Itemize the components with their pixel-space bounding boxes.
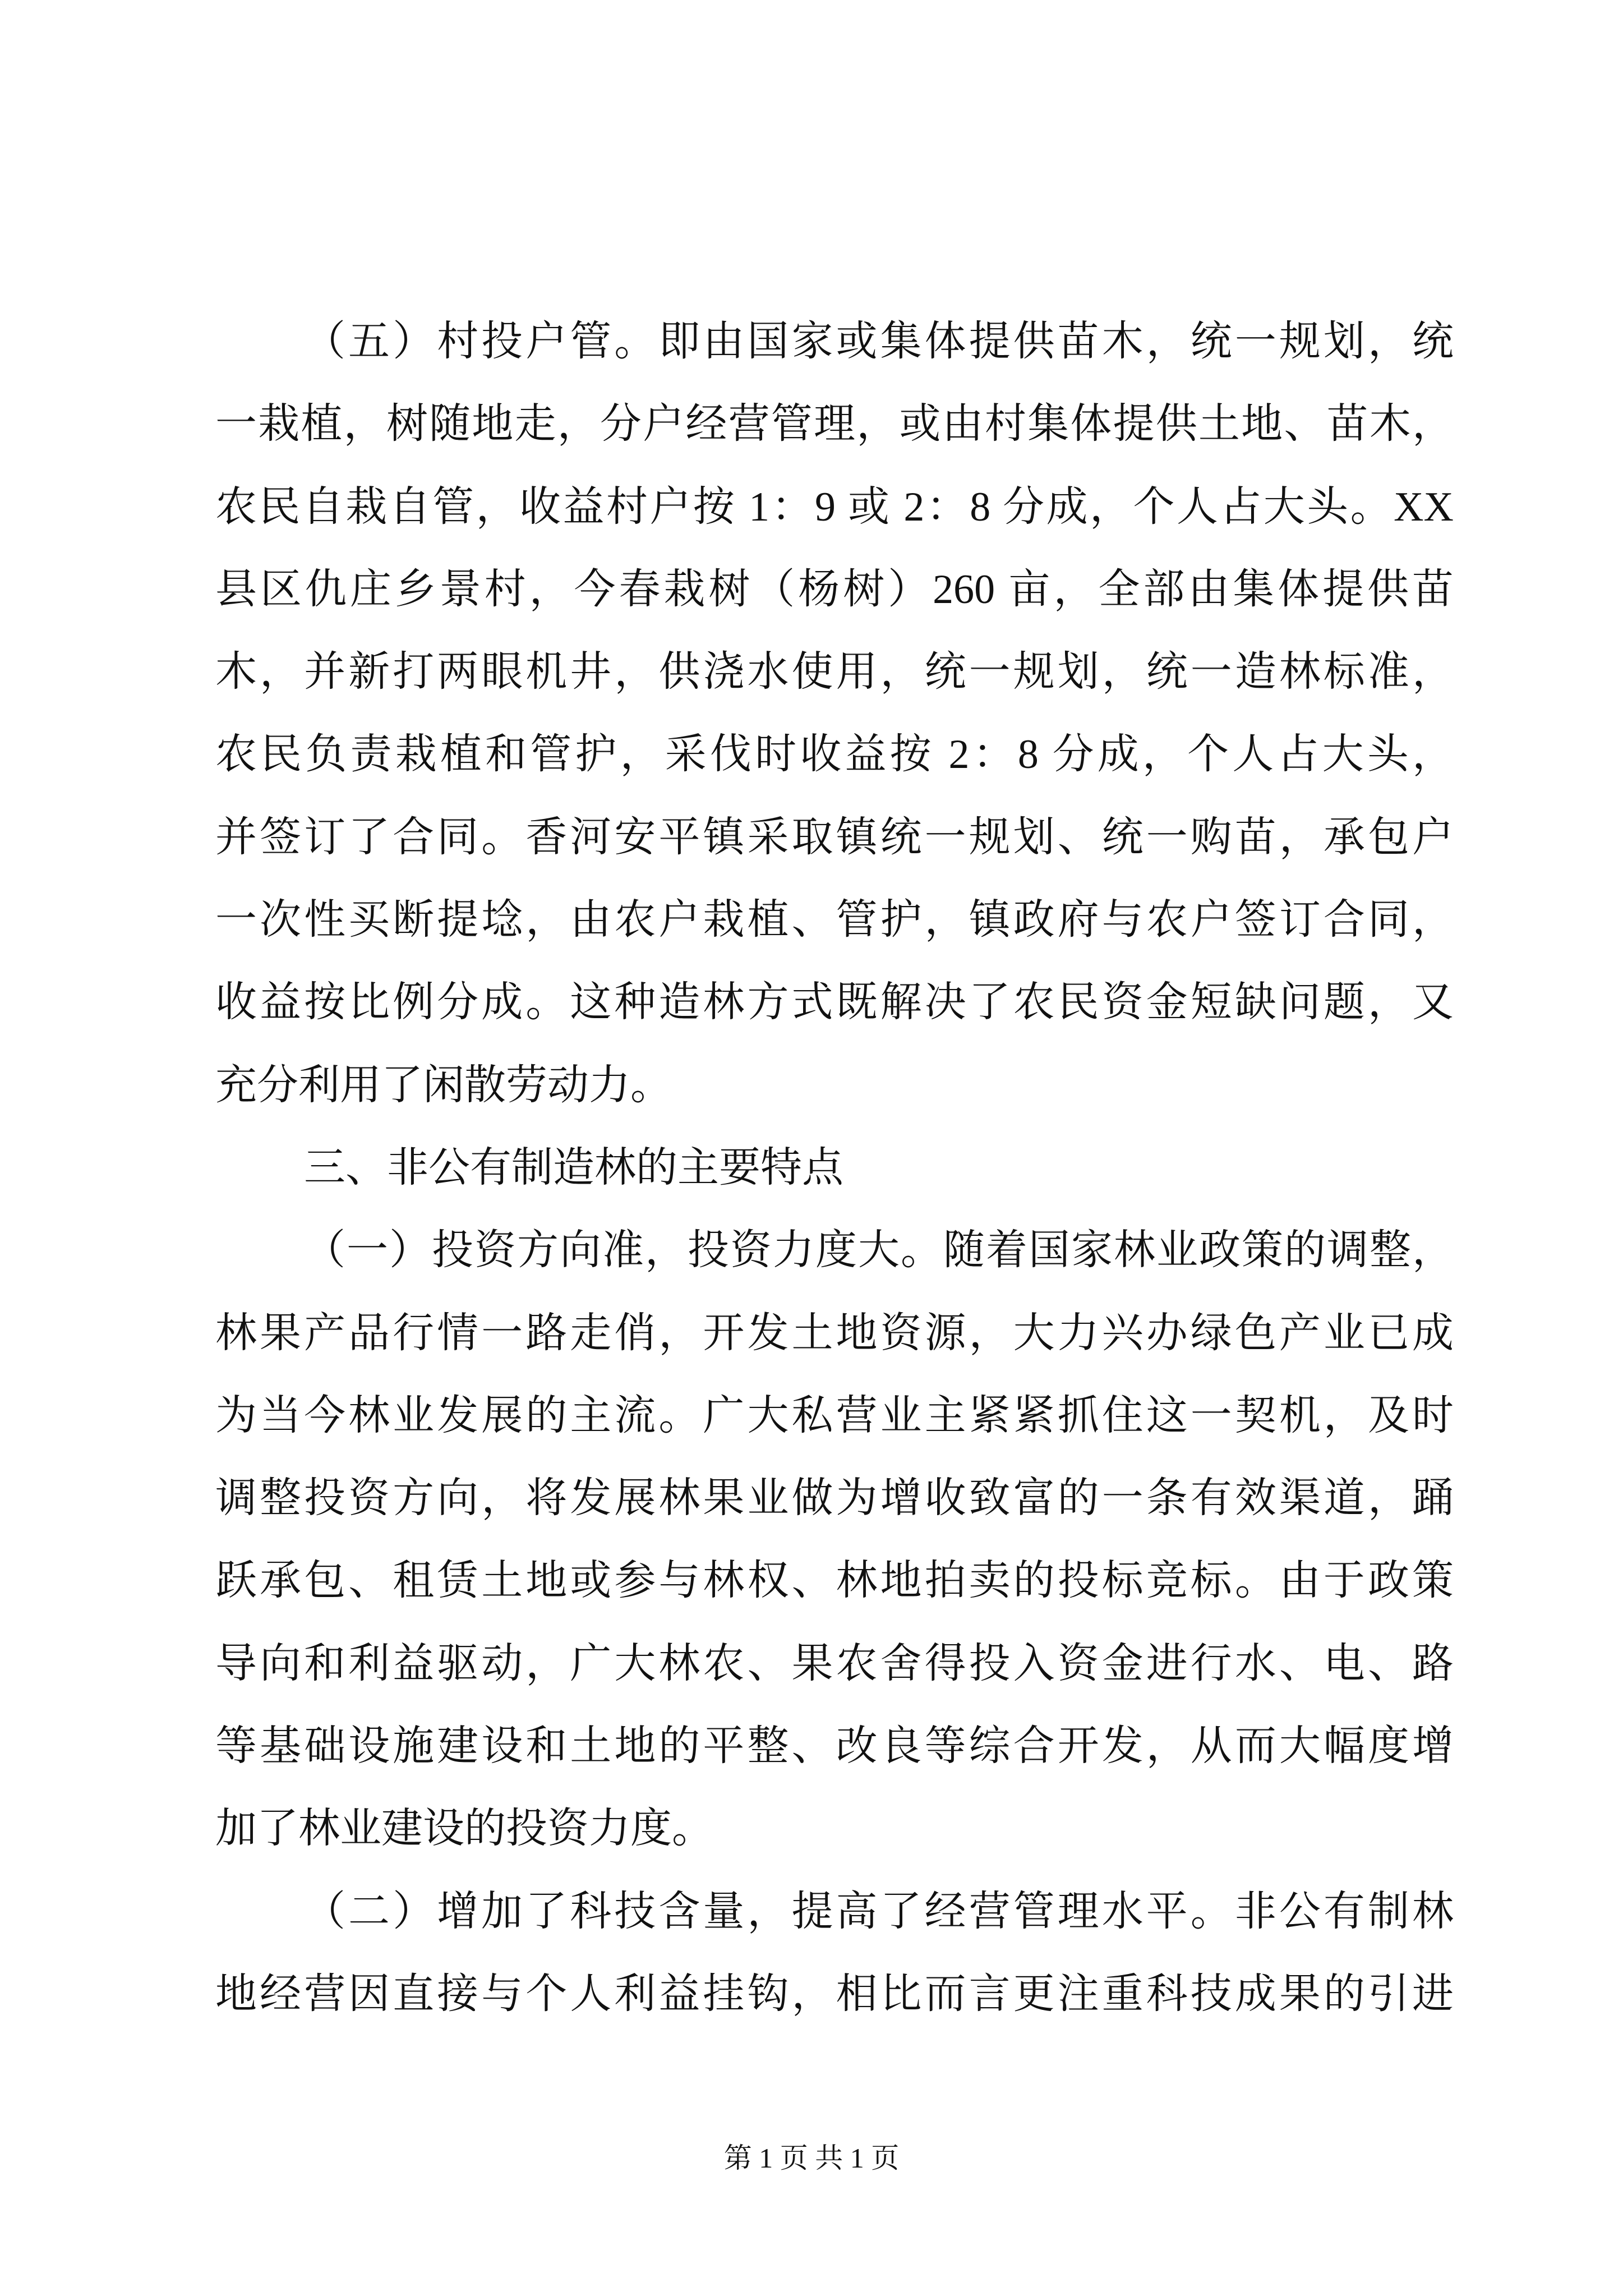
- text-line: 跃承包、租赁土地或参与林权、林地拍卖的投标竞标。由于政策: [215, 1558, 1454, 1604]
- text-line: 并签订了合同。香河安平镇采取镇统一规划、统一购苗，承包户: [215, 814, 1454, 861]
- section-heading-text: 三、非公有制造林的主要特点: [304, 1144, 843, 1191]
- text-line: 为当今林业发展的主流。广大私营业主紧紧抓住这一契机，及时: [215, 1392, 1454, 1439]
- text-line: 导向和利益驱动，广大林农、果农舍得投入资金进行水、电、路: [215, 1640, 1454, 1687]
- text-line: 充分利用了闲散劳动力。: [215, 1062, 672, 1108]
- section-heading: [215, 1127, 1454, 1209]
- text-line: 农民自栽自管，收益村户按 1：9 或 2：8 分成，个人占大头。XX: [215, 484, 1454, 530]
- text-line: 等基础设施建设和土地的平整、改良等综合开发，从而大幅度增: [215, 1723, 1454, 1770]
- paragraph-technology: [215, 1871, 1454, 2036]
- paragraph-investment-direction: [215, 1209, 1454, 1870]
- text-line: 地经营因直接与个人利益挂钩，相比而言更注重科技成果的引进: [215, 1971, 1454, 2017]
- text-line: 一栽植，树随地走，分户经营管理，或由村集体提供土地、苗木，: [215, 401, 1454, 448]
- text-line: （五）村投户管。即由国家或集体提供苗木，统一规划，统: [304, 319, 1454, 365]
- text-line: 县区仇庄乡景村，今春栽树（杨树）260 亩，全部由集体提供苗: [215, 566, 1454, 613]
- text-line: （二）增加了科技含量，提高了经营管理水平。非公有制林: [304, 1888, 1454, 1935]
- text-line: 一次性买断提埝，由农户栽植、管护，镇政府与农户签订合同，: [215, 897, 1454, 944]
- page-footer: [0, 2140, 1623, 2176]
- text-line: 农民负责栽植和管护，采伐时收益按 2：8 分成，个人占大头，: [215, 731, 1454, 778]
- text-line: 调整投资方向，将发展林果业做为增收致富的一条有效渠道，踊: [215, 1475, 1454, 1522]
- page-number: 第 1 页 共 1 页: [723, 2142, 900, 2174]
- text-line: 木，并新打两眼机井，供浇水使用，统一规划，统一造林标准，: [215, 649, 1454, 696]
- text-line: 收益按比例分成。这种造林方式既解决了农民资金短缺问题，又: [215, 979, 1454, 1026]
- document-body: [215, 301, 1454, 2036]
- text-line: 林果产品行情一路走俏，开发土地资源，大力兴办绿色产业已成: [215, 1310, 1454, 1356]
- paragraph-village-investment: [215, 301, 1454, 1127]
- text-line: （一）投资方向准，投资力度大。随着国家林业政策的调整，: [304, 1227, 1454, 1274]
- text-line: 加了林业建设的投资力度。: [215, 1806, 713, 1852]
